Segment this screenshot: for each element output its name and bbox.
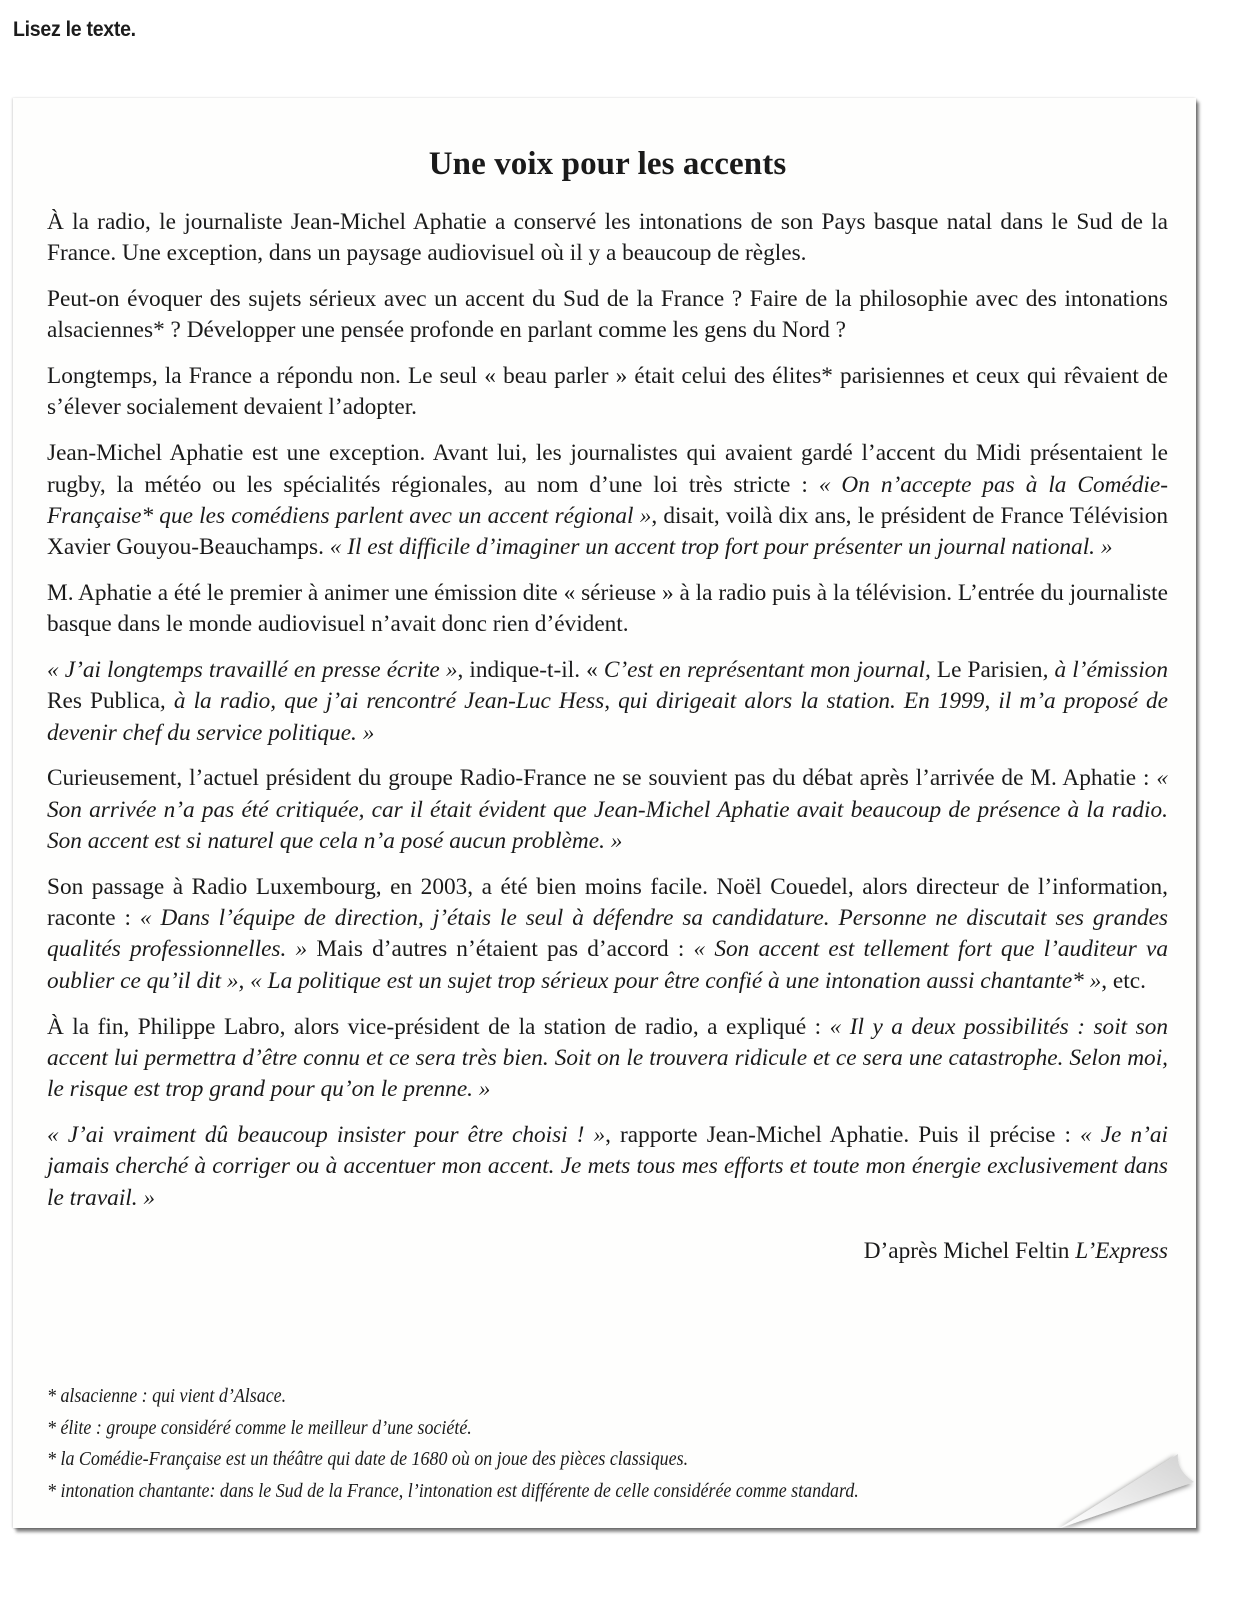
body-text: Jean-Michel Aphatie est une exception. Avant lui, les journalistes qui avaient gardé l’accent du Midi présentaient le rugby, la météo ou les spécialités régionales, au nom d’une loi très stricte : — [47, 440, 1168, 498]
article-paragraph — [47, 763, 1168, 857]
body-text: À la radio, le journaliste Jean-Michel Aphatie a conservé les intonations de son Pays basque natal dans le Sud de la France. Une exception, dans un paysage audiovisuel où il y a beaucoup de règles. — [47, 209, 1168, 267]
article-paragraph — [47, 438, 1168, 563]
quote-text: C’est en représentant mon journal, — [603, 657, 931, 684]
quote-text: « Il y a deux possibilités : soit son accent lui permettra d’être connu et ce sera très bien. Soit on le trouvera ridicule et ce sera une catastrophe. Selon moi, le risque est trop grand pour qu’on le prenne. » — [47, 1013, 1168, 1103]
instruction-heading: Lisez le texte. — [13, 18, 136, 41]
article-paragraph — [47, 872, 1168, 997]
article-paragraph — [47, 284, 1168, 347]
body-text: Peut-on évoquer des sujets sérieux avec un accent du Sud de la France ? Faire de la philosophie avec des intonations alsaciennes* ? Développer une pensée profonde en parlant comme les gens du Nord ? — [47, 286, 1168, 344]
article-paragraph — [47, 655, 1168, 749]
article-title: Une voix pour les accents — [428, 146, 787, 182]
footnote-intonation-chantante: * intonation chantante: dans le Sud de la France, l’intonation est différente de celle considérée comme standard. — [47, 1480, 859, 1502]
body-text: Curieusement, l’actuel président du groupe Radio-France ne se souvient pas du débat après l’arrivée de M. Aphatie : — [47, 765, 1157, 792]
article-page — [13, 98, 1196, 1528]
article-paragraph — [47, 1120, 1168, 1214]
body-text: Mais d’autres n’étaient pas d’accord : — [307, 936, 694, 963]
footnote-comedie-francaise: * la Comédie-Française est un théâtre qui date de 1680 où on joue des pièces classiques. — [47, 1449, 689, 1470]
article-paragraph — [47, 578, 1168, 641]
source-author: D’après Michel Feltin — [863, 1237, 1076, 1264]
body-text: M. Aphatie a été le premier à animer une émission dite « sérieuse » à la radio puis à la télévision. L’entrée du journaliste basque dans le monde audiovisuel n’avait donc rien d’évident. — [47, 579, 1168, 638]
footnote-elite: * élite : groupe considéré comme le meilleur d’une société. — [47, 1417, 472, 1439]
article-paragraph — [47, 361, 1168, 424]
quote-text: « Dans l’équipe de direction, j’étais le seul à défendre sa candidature. Personne ne discutait ses grandes qualités professionnelles. » — [47, 905, 1168, 963]
body-text: , etc. — [1101, 967, 1146, 994]
body-text: Son passage à Radio Luxembourg, en 2003, a été bien moins facile. Noël Couedel, alors directeur de l’information, raconte : — [47, 873, 1168, 932]
quote-text: « Il est difficile d’imaginer un accent trop fort pour présenter un journal national. » — [329, 534, 1113, 561]
body-text: , indique-t-il. « — [457, 657, 604, 684]
body-text: Longtemps, la France a répondu non. Le seul « beau parler » était celui des élites* parisiennes et ceux qui rêvaient de s’élever socialement devaient l’adopter. — [47, 363, 1168, 421]
article-body — [47, 146, 1168, 1265]
body-text: , disait, voilà dix ans, le président de France Télévision Xavier Gouyou-Beauchamps. — [47, 502, 1168, 561]
article-paragraph — [47, 207, 1168, 270]
quote-text: , à la radio, que j’ai rencontré Jean-Luc Hess, qui dirigeait alors la station. En 1999, il m’a proposé de devenir chef du service politique. » — [47, 688, 1168, 746]
quote-text: , à l’émission — [1042, 657, 1168, 684]
page-curl-icon — [1056, 1448, 1196, 1528]
quote-text: « Son arrivée n’a pas été critiquée, car il était évident que Jean-Michel Aphatie avait beaucoup de présence à la radio. Son accent est si naturel que cela n’a posé aucun problème. » — [47, 765, 1168, 855]
article-paragraph — [47, 1012, 1168, 1106]
body-text: Le Parisien — [930, 657, 1043, 684]
quote-text: « Je n’ai jamais cherché à corriger ou à accentuer mon accent. Je mets tous mes efforts et toute mon énergie exclusivement dans le travail. » — [47, 1121, 1168, 1211]
body-text: , rapporte Jean-Michel Aphatie. Puis il précise : — [605, 1121, 1081, 1148]
quote-text: « J’ai vraiment dû beaucoup insister pour être choisi ! » — [47, 1121, 606, 1148]
footnote-alsacienne: * alsacienne : qui vient d’Alsace. — [47, 1386, 287, 1407]
quote-text: « J’ai longtemps travaillé en presse écrite » — [47, 657, 458, 684]
quote-text: « Son accent est tellement fort que l’auditeur va oublier ce qu’il dit », « La politique est un sujet trop sérieux pour être confié à une intonation aussi chantante* » — [47, 936, 1169, 994]
body-text: Res Publica — [47, 688, 160, 715]
body-text: À la fin, Philippe Labro, alors vice-président de la station de radio, a expliqué : — [47, 1013, 830, 1040]
footnotes — [47, 1381, 859, 1507]
article-paragraphs — [47, 207, 1168, 1214]
source-publication: L’Express — [1075, 1237, 1168, 1264]
quote-text: « On n’accepte pas à la Comédie-Française* que les comédiens parlent avec un accent régional » — [47, 471, 1168, 529]
article-source — [47, 1238, 1168, 1265]
